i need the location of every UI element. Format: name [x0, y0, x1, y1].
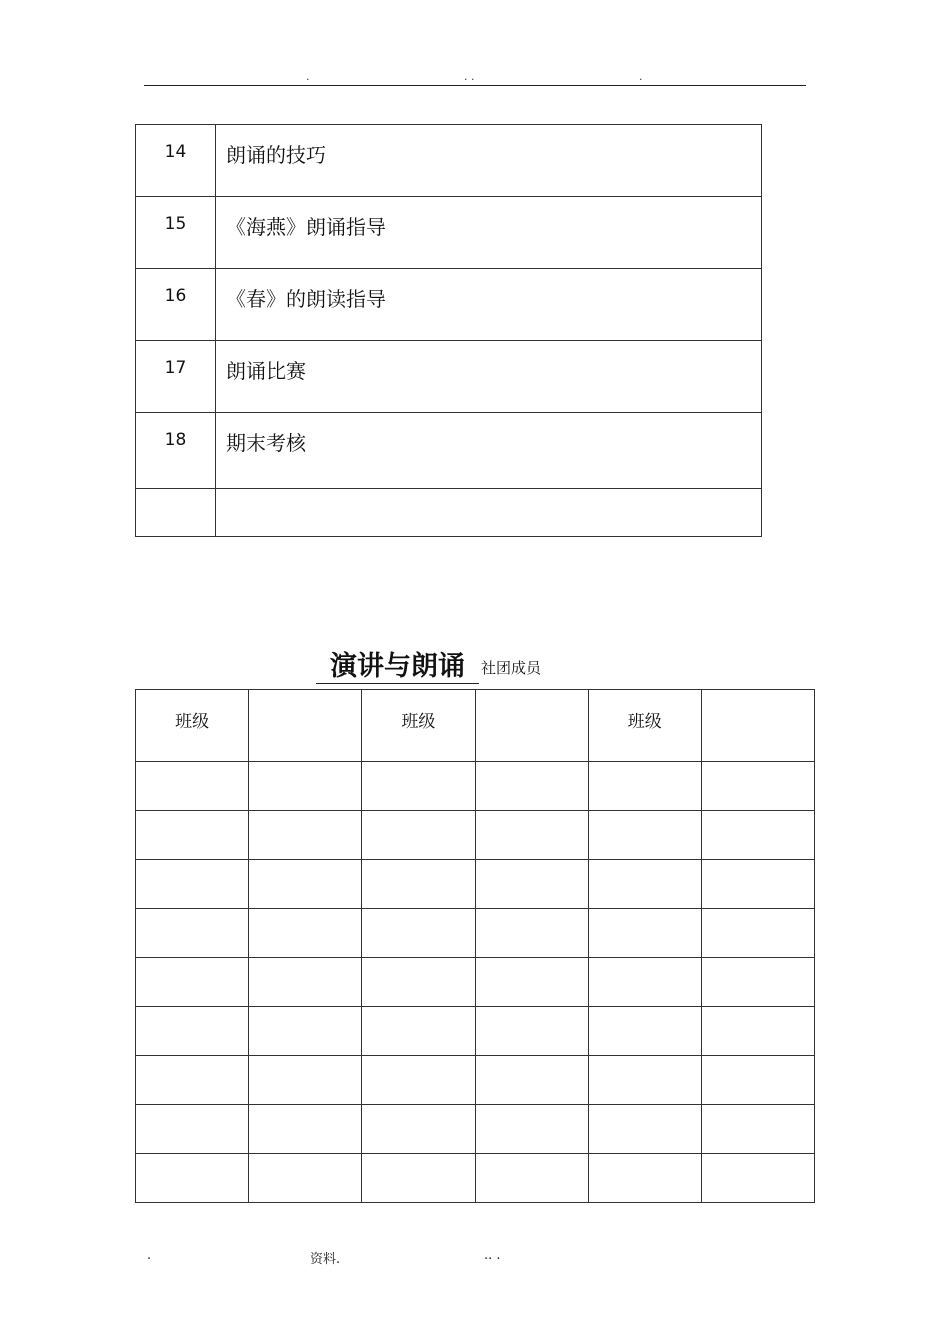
header-rule [144, 85, 806, 86]
week-number: 15 [136, 197, 216, 269]
member-cell [475, 1007, 588, 1056]
member-cell [701, 1056, 814, 1105]
table-row [136, 125, 762, 197]
member-cell [362, 1105, 475, 1154]
table-row [136, 269, 762, 341]
table-row [136, 1154, 815, 1203]
club-name: 演讲与朗诵 [316, 651, 479, 684]
schedule-table [135, 124, 762, 537]
lesson-topic: 朗诵的技巧 [216, 125, 762, 197]
lesson-topic: 期末考核 [216, 413, 762, 489]
table-row [136, 958, 815, 1007]
member-cell [249, 958, 362, 1007]
member-cell [588, 1154, 701, 1203]
members-header-row [136, 690, 815, 762]
table-row [136, 1007, 815, 1056]
member-cell [362, 811, 475, 860]
week-number: 17 [136, 341, 216, 413]
footer-right: .. . [484, 1248, 501, 1263]
table-row [136, 762, 815, 811]
member-cell [136, 860, 249, 909]
member-cell [249, 1154, 362, 1203]
member-cell [362, 1007, 475, 1056]
member-cell [588, 909, 701, 958]
member-cell [588, 1105, 701, 1154]
table-row [136, 909, 815, 958]
member-cell [588, 762, 701, 811]
member-cell [362, 762, 475, 811]
member-cell [136, 762, 249, 811]
header-dot-2: . . [464, 70, 475, 83]
lesson-topic: 《春》的朗读指导 [216, 269, 762, 341]
member-cell [362, 1154, 475, 1203]
member-cell [701, 811, 814, 860]
member-cell [362, 958, 475, 1007]
member-cell [475, 909, 588, 958]
member-cell [249, 860, 362, 909]
member-cell [701, 1105, 814, 1154]
member-cell [475, 1056, 588, 1105]
member-cell [362, 860, 475, 909]
member-cell [136, 1154, 249, 1203]
table-row [136, 197, 762, 269]
header-cell [701, 690, 814, 762]
member-cell [588, 958, 701, 1007]
header-cell [249, 690, 362, 762]
title-suffix: 社团成员 [481, 659, 542, 677]
table-row [136, 1056, 815, 1105]
header-dot-3: . [639, 70, 643, 83]
member-cell [136, 811, 249, 860]
member-cell [249, 1105, 362, 1154]
member-cell [588, 860, 701, 909]
table-row [136, 1105, 815, 1154]
member-cell [249, 1056, 362, 1105]
member-cell [701, 860, 814, 909]
member-cell [475, 860, 588, 909]
table-row [136, 489, 762, 537]
lesson-topic [216, 489, 762, 537]
member-cell [701, 1007, 814, 1056]
lesson-topic: 《海燕》朗诵指导 [216, 197, 762, 269]
week-number: 18 [136, 413, 216, 489]
lesson-topic: 朗诵比赛 [216, 341, 762, 413]
member-cell [249, 1007, 362, 1056]
member-cell [588, 1007, 701, 1056]
member-cell [475, 762, 588, 811]
member-cell [249, 909, 362, 958]
week-number: 14 [136, 125, 216, 197]
member-cell [362, 909, 475, 958]
member-cell [136, 1105, 249, 1154]
member-cell [475, 811, 588, 860]
week-number: 16 [136, 269, 216, 341]
member-cell [136, 1007, 249, 1056]
member-cell [136, 958, 249, 1007]
member-cell [136, 1056, 249, 1105]
member-cell [701, 909, 814, 958]
member-cell [701, 958, 814, 1007]
table-row [136, 413, 762, 489]
members-title [316, 650, 541, 684]
member-cell [475, 1154, 588, 1203]
class-label: 班级 [136, 690, 249, 762]
member-cell [701, 1154, 814, 1203]
table-row [136, 341, 762, 413]
member-cell [588, 811, 701, 860]
class-label: 班级 [588, 690, 701, 762]
member-cell [249, 811, 362, 860]
table-row [136, 860, 815, 909]
member-cell [475, 1105, 588, 1154]
footer-center: 资料. [310, 1252, 341, 1267]
member-cell [588, 1056, 701, 1105]
members-table [135, 689, 815, 1203]
header-dot-1: . [306, 70, 310, 83]
table-row [136, 811, 815, 860]
member-cell [362, 1056, 475, 1105]
week-number [136, 489, 216, 537]
member-cell [701, 762, 814, 811]
header-cell [475, 690, 588, 762]
member-cell [136, 909, 249, 958]
footer-left: . [147, 1248, 152, 1263]
member-cell [249, 762, 362, 811]
member-cell [475, 958, 588, 1007]
class-label: 班级 [362, 690, 475, 762]
